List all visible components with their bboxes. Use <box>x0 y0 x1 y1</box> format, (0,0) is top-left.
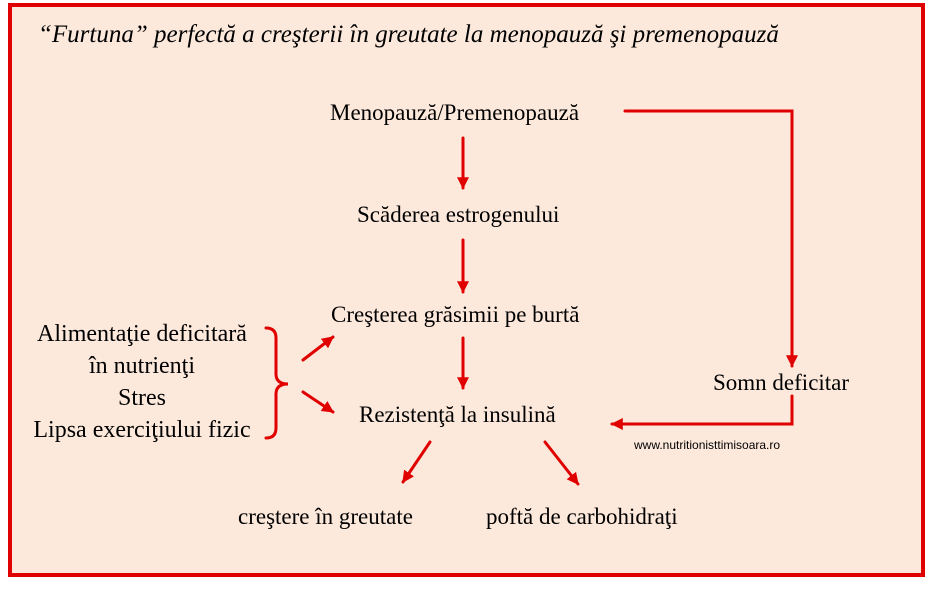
factor-diet: Alimentaţie deficitară <box>37 321 247 347</box>
node-menopause: Menopauză/Premenopauză <box>330 100 580 125</box>
diagram-title: “Furtuna” perfectă a creşterii în greutate la menopauză şi premenopauză <box>38 21 779 48</box>
arrow-insulin-to-weight-gain <box>403 442 430 482</box>
arrow-factors-to-insulin <box>303 392 333 412</box>
node-carb-craving: poftă de carbohidraţi <box>486 504 678 529</box>
factor-no-exercise: Lipsa exerciţiului fizic <box>33 417 251 443</box>
arrow-insulin-to-carb-craving <box>545 442 578 484</box>
factors-brace <box>266 328 288 438</box>
node-weight-gain: creştere în greutate <box>238 504 413 529</box>
node-estrogen-decrease: Scăderea estrogenului <box>357 202 560 227</box>
arrow-factors-to-belly-fat <box>303 337 333 360</box>
arrow-menopause-to-sleep <box>625 111 792 366</box>
node-insulin-resistance: Rezistenţă la insulină <box>359 402 556 427</box>
watermark-url: www.nutritionisttimisoara.ro <box>634 438 781 452</box>
node-poor-sleep: Somn deficitar <box>713 370 850 395</box>
factor-nutrients: în nutrienţi <box>89 353 195 379</box>
factor-stress: Stres <box>118 385 166 411</box>
arrow-sleep-to-insulin <box>612 396 792 424</box>
node-belly-fat-increase: Creşterea grăsimii pe burtă <box>331 302 580 327</box>
